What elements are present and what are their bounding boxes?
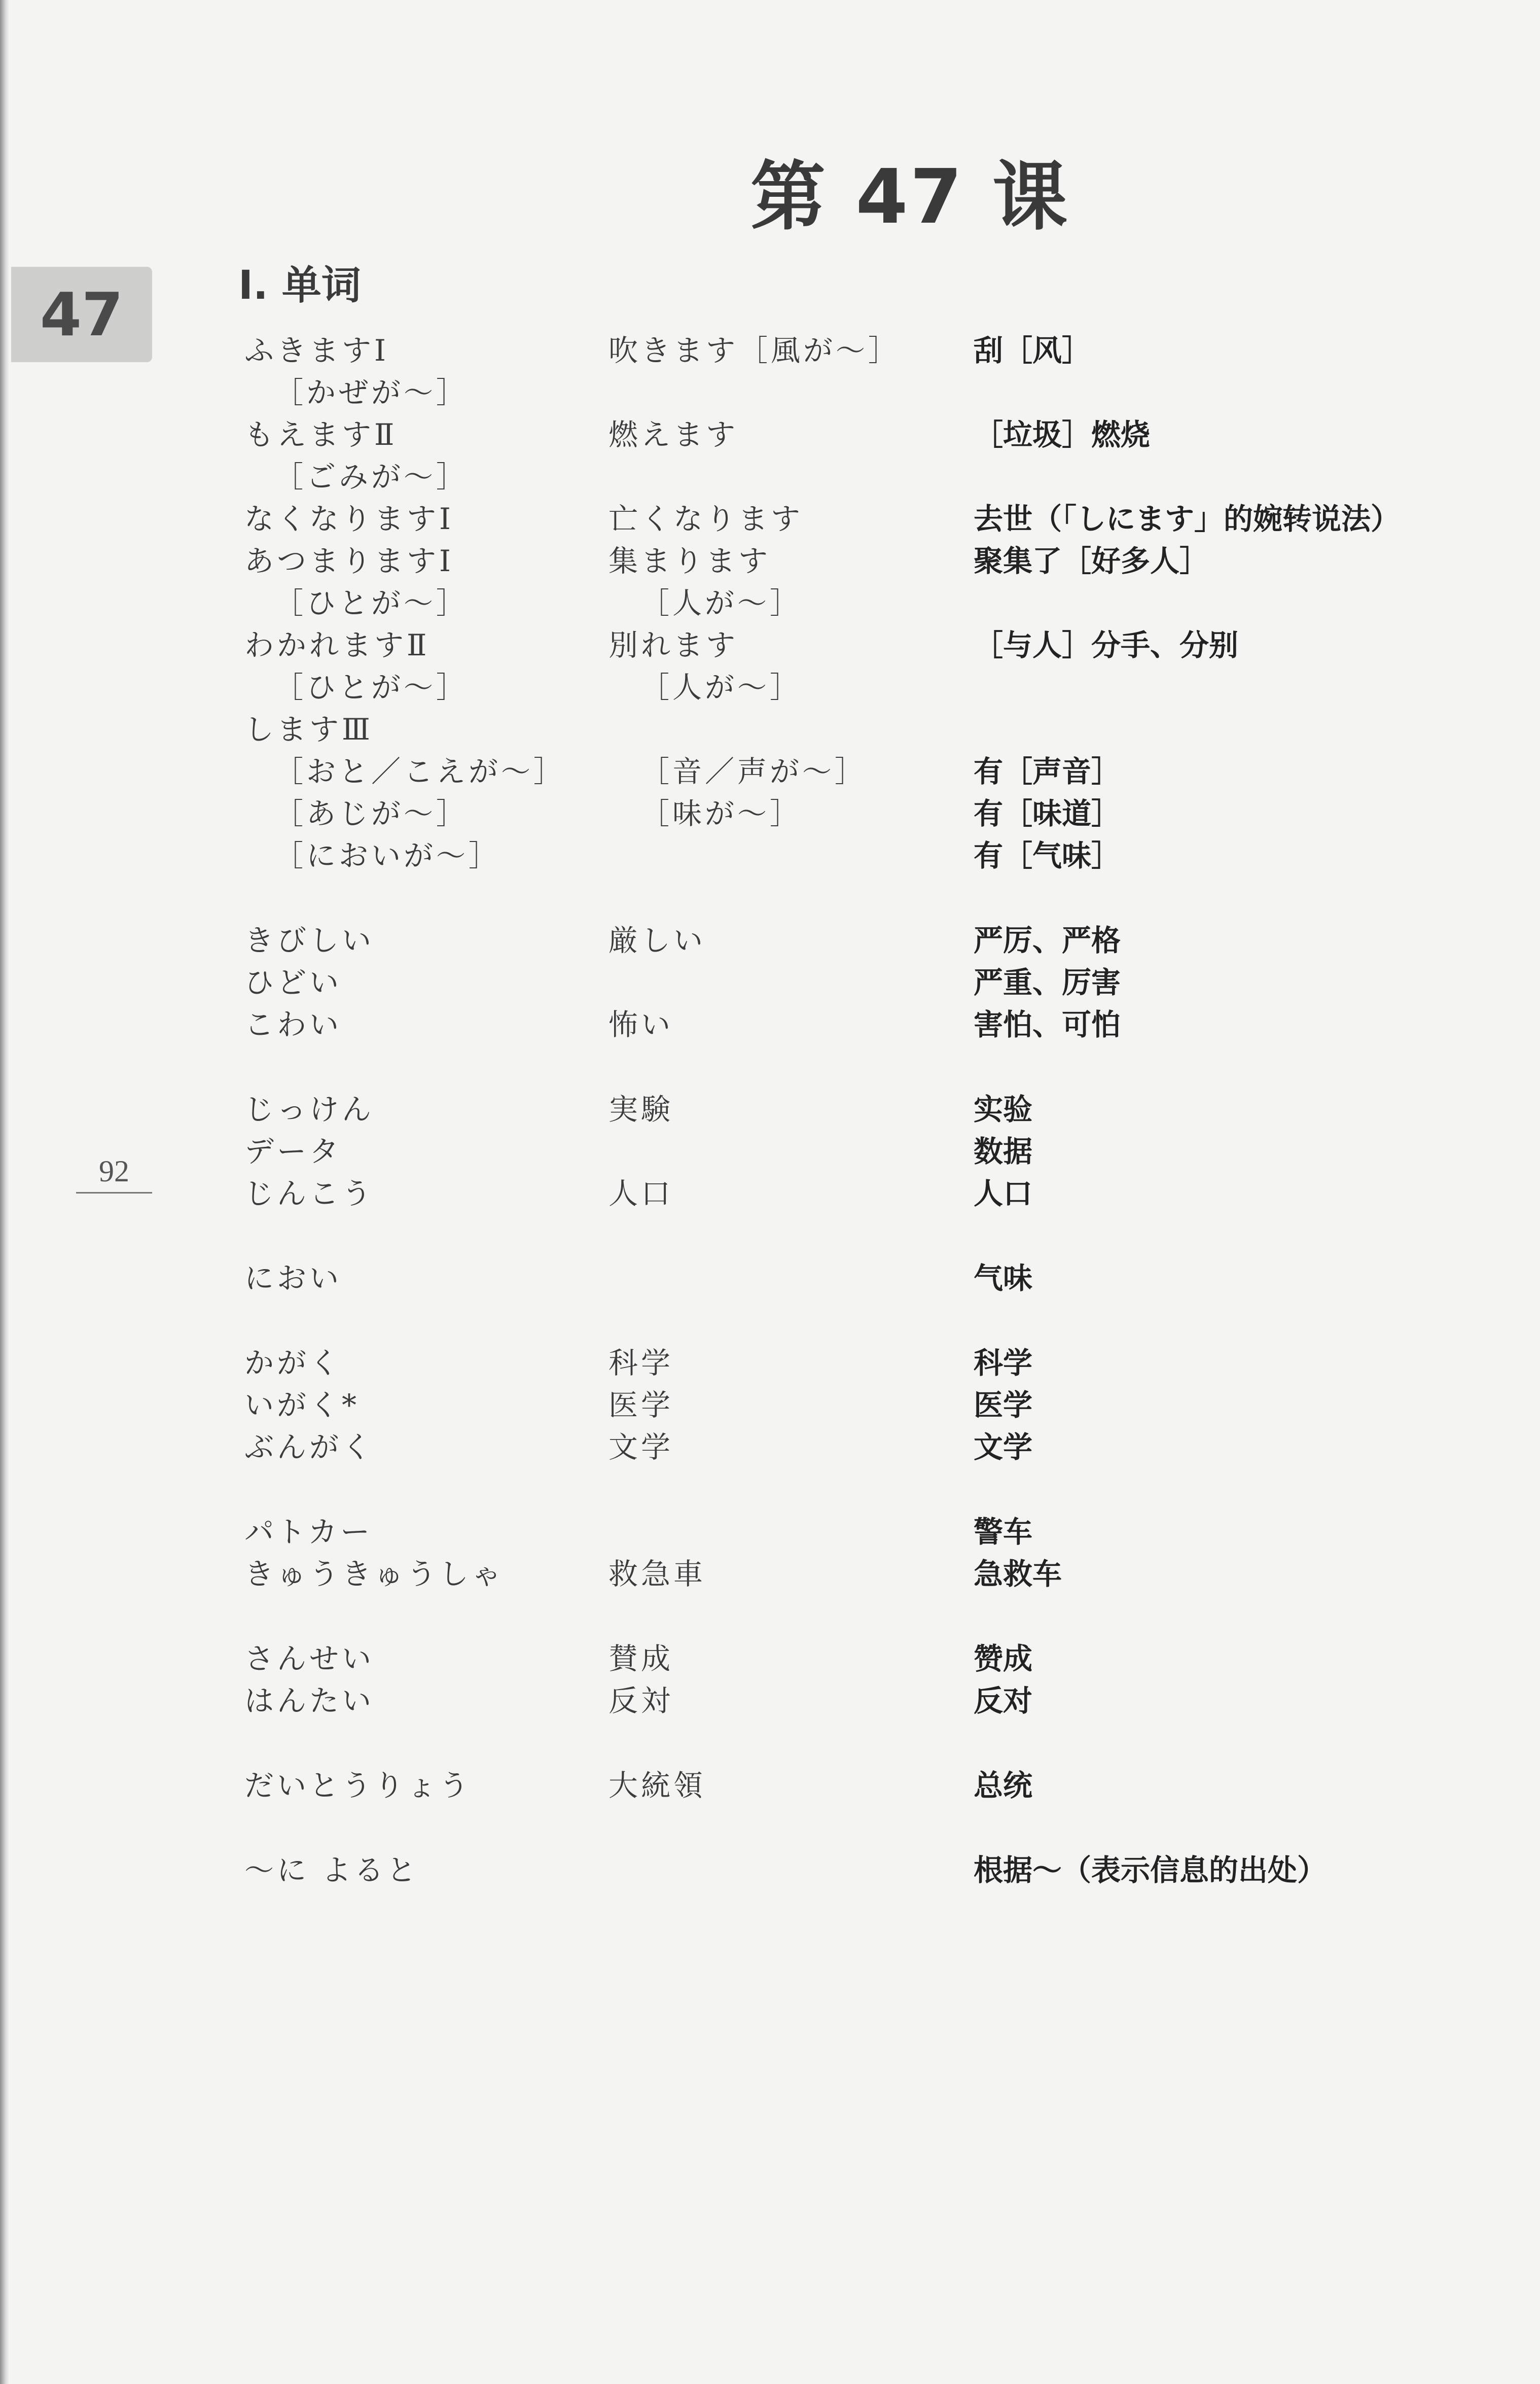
vocab-kanji: 実験	[608, 1092, 674, 1127]
vocab-meaning: 害怕、可怕	[974, 1007, 1121, 1042]
vocab-kanji: 燃えます	[608, 417, 739, 452]
vocab-reading: こわい	[244, 1007, 342, 1042]
vocab-row	[0, 1680, 1540, 1722]
vocab-kanji: 反対	[608, 1684, 674, 1718]
vocab-row	[0, 414, 1540, 456]
vocab-reading: パトカー	[244, 1515, 373, 1549]
vocab-reading: ［かぜが～］	[274, 375, 469, 410]
vocab-reading: かがく	[244, 1346, 342, 1380]
vocab-kanji: 吹きます［風が～］	[608, 333, 901, 368]
vocab-row	[0, 624, 1540, 667]
vocab-row	[0, 330, 1540, 372]
vocab-meaning: 医学	[974, 1388, 1033, 1422]
vocab-meaning: 去世（「しにます」的婉转说法）	[974, 502, 1401, 536]
vocab-row	[0, 1384, 1540, 1426]
vocab-meaning: 刮［风］	[974, 333, 1092, 368]
vocab-reading: ［ごみが～］	[274, 460, 469, 494]
vocab-reading: ひどい	[244, 965, 342, 1000]
vocab-row	[0, 540, 1540, 582]
vocab-reading: ［ひとが～］	[274, 586, 469, 620]
vocab-row	[0, 1004, 1540, 1046]
vocab-kanji: 厳しい	[608, 923, 706, 958]
vocab-reading: もえますⅡ	[244, 417, 398, 452]
vocab-row	[0, 372, 1540, 414]
vocab-reading: さんせい	[244, 1641, 375, 1676]
vocab-kanji: 怖い	[608, 1007, 674, 1042]
vocab-kanji: ［人が～］	[640, 586, 803, 620]
vocab-reading: きゅうきゅうしゃ	[244, 1557, 505, 1591]
vocab-reading: ふきますⅠ	[244, 333, 389, 368]
vocab-reading: じっけん	[244, 1092, 375, 1127]
vocab-meaning: 实验	[974, 1092, 1033, 1127]
vocab-kanji: ［人が～］	[640, 670, 803, 705]
vocab-reading: じんこう	[244, 1176, 375, 1211]
vocab-meaning: 有［味道］	[974, 796, 1121, 831]
vocab-meaning: 数据	[974, 1134, 1033, 1169]
vocab-reading: ［あじが～］	[274, 796, 469, 831]
vocab-kanji: 集まります	[608, 544, 771, 578]
vocab-meaning: 有［气味］	[974, 838, 1121, 873]
vocab-reading: はんたい	[244, 1684, 375, 1718]
vocab-reading: ぶんがく	[244, 1430, 375, 1464]
vocab-meaning: 文学	[974, 1430, 1033, 1464]
vocab-kanji: 別れます	[608, 628, 739, 662]
vocab-reading: きびしい	[244, 923, 375, 958]
vocab-meaning: 根据～（表示信息的出处）	[974, 1853, 1327, 1887]
vocab-row	[0, 582, 1540, 624]
vocab-row	[0, 920, 1540, 962]
vocab-reading: データ	[244, 1134, 342, 1169]
lesson-tab: 47	[11, 267, 152, 362]
vocab-row	[0, 1849, 1540, 1891]
page-number: 92	[76, 1154, 152, 1194]
vocab-meaning: 赞成	[974, 1641, 1033, 1676]
vocab-kanji: 文学	[608, 1430, 674, 1464]
vocab-meaning: 严厉、严格	[974, 923, 1121, 958]
vocab-row	[0, 456, 1540, 498]
vocab-kanji: ［味が～］	[640, 796, 803, 831]
vocab-reading: わかれますⅡ	[244, 628, 430, 662]
vocab-row	[0, 835, 1540, 877]
vocab-row	[0, 709, 1540, 751]
vocab-kanji: 人口	[608, 1176, 674, 1211]
vocab-kanji: 救急車	[608, 1557, 706, 1591]
vocab-row	[0, 1511, 1540, 1553]
vocab-meaning: 反对	[974, 1684, 1033, 1718]
vocab-kanji: 大統領	[608, 1768, 706, 1803]
vocab-meaning: ［垃圾］燃烧	[974, 417, 1151, 452]
vocab-meaning: 警车	[974, 1515, 1033, 1549]
lesson-title: 第 47 课	[750, 153, 1070, 240]
vocab-row	[0, 667, 1540, 709]
vocab-meaning: ［与人］分手、分别	[974, 628, 1239, 662]
vocab-row	[0, 1342, 1540, 1384]
vocab-row	[0, 751, 1540, 793]
vocab-kanji: 医学	[608, 1388, 674, 1422]
vocab-meaning: 有［声音］	[974, 754, 1121, 789]
vocab-row	[0, 1553, 1540, 1595]
vocab-row	[0, 1131, 1540, 1173]
vocab-meaning: 人口	[974, 1176, 1033, 1211]
vocab-reading: しますⅢ	[244, 712, 373, 747]
vocab-reading: あつまりますⅠ	[244, 544, 454, 578]
vocab-row	[0, 1426, 1540, 1468]
section-heading: I. 单词	[238, 263, 361, 308]
vocab-row	[0, 1089, 1540, 1131]
vocab-reading: ［おと／こえが～］	[274, 754, 566, 789]
vocab-kanji: 亡くなります	[608, 502, 804, 536]
vocab-meaning: 聚集了［好多人］	[974, 544, 1209, 578]
vocab-row	[0, 1173, 1540, 1215]
vocab-meaning: 科学	[974, 1346, 1033, 1380]
vocab-reading: いがく*	[244, 1388, 360, 1422]
vocab-row	[0, 1638, 1540, 1680]
vocab-meaning: 严重、厉害	[974, 965, 1121, 1000]
vocab-meaning: 急救车	[974, 1557, 1062, 1591]
vocab-row	[0, 793, 1540, 835]
vocab-reading: ～に よると	[244, 1853, 419, 1887]
vocab-row	[0, 498, 1540, 540]
vocab-row	[0, 1257, 1540, 1300]
vocab-row	[0, 1765, 1540, 1807]
vocab-reading: だいとうりょう	[244, 1768, 472, 1803]
vocab-reading: におい	[244, 1261, 342, 1295]
vocab-reading: ［ひとが～］	[274, 670, 469, 705]
vocab-reading: なくなりますⅠ	[244, 502, 454, 536]
vocab-kanji: ［音／声が～］	[640, 754, 868, 789]
vocab-meaning: 总统	[974, 1768, 1033, 1803]
vocab-row	[0, 962, 1540, 1004]
vocab-reading: ［においが～］	[274, 838, 502, 873]
vocab-kanji: 賛成	[608, 1641, 674, 1676]
vocab-meaning: 气味	[974, 1261, 1033, 1295]
vocab-list	[0, 330, 1540, 1891]
vocab-kanji: 科学	[608, 1346, 674, 1380]
